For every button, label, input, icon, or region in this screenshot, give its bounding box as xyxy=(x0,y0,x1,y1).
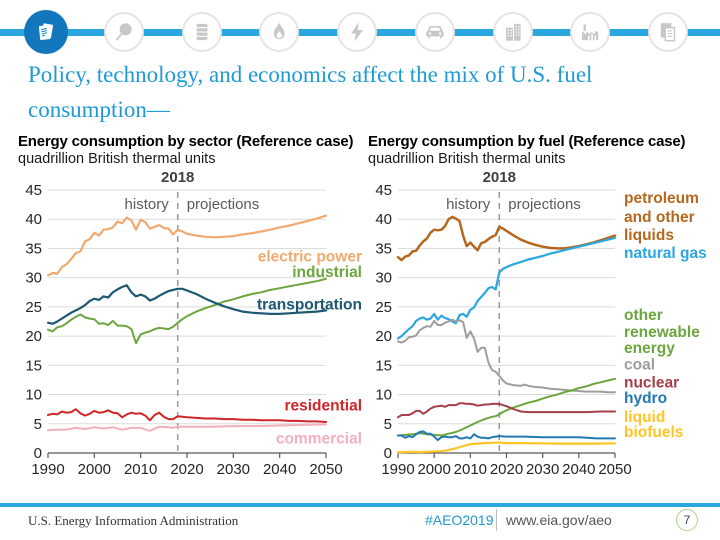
svg-text:35: 35 xyxy=(25,240,42,258)
svg-text:2030: 2030 xyxy=(525,461,560,478)
footer-separator xyxy=(496,509,497,531)
footer-url[interactable]: www.eia.gov/aeo xyxy=(506,512,612,528)
svg-text:5: 5 xyxy=(383,415,392,433)
fuel-chart-title: Energy consumption by fuel (Reference case) xyxy=(368,133,686,150)
svg-text:2050: 2050 xyxy=(598,461,632,478)
electricity-bolt-icon xyxy=(344,19,370,45)
svg-text:45: 45 xyxy=(25,182,42,199)
svg-text:history: history xyxy=(124,196,169,213)
series-label-residential: residential xyxy=(284,397,362,415)
footer-org: U.S. Energy Information Administration xyxy=(28,513,239,528)
svg-text:2010: 2010 xyxy=(123,461,158,478)
series-line-coal xyxy=(398,320,615,393)
svg-text:45: 45 xyxy=(375,182,392,199)
gas-flame-icon xyxy=(266,19,292,45)
fuel-chart-panel xyxy=(368,133,720,486)
nav-item-eia-reports[interactable] xyxy=(24,10,68,54)
svg-text:1990: 1990 xyxy=(381,461,415,478)
page-number-badge: 7 xyxy=(676,509,698,531)
sector-chart-svg xyxy=(18,168,364,486)
nav-item-oil-barrel[interactable] xyxy=(182,12,222,52)
svg-text:0: 0 xyxy=(383,445,392,462)
series-label-nuclear: nuclear xyxy=(624,374,680,392)
footer-hashtag: #AEO2019 xyxy=(425,512,494,528)
sector-chart-title: Energy consumption by sector (Reference case) xyxy=(18,133,354,150)
nav-item-electricity-bolt[interactable] xyxy=(337,12,377,52)
svg-text:40: 40 xyxy=(375,211,392,229)
svg-text:2010: 2010 xyxy=(453,461,488,478)
svg-text:projections: projections xyxy=(508,196,581,213)
series-label-petroleum-and-other-liquids: liquids xyxy=(624,227,674,245)
fuel-chart-svg xyxy=(368,168,720,486)
svg-text:2050: 2050 xyxy=(309,461,343,478)
series-label-liquid-biofuels: liquid xyxy=(624,408,666,426)
car-icon xyxy=(422,19,448,45)
series-label-liquid-biofuels: biofuels xyxy=(624,423,684,441)
series-line-natural-gas xyxy=(398,238,615,339)
svg-text:40: 40 xyxy=(25,211,42,229)
svg-text:10: 10 xyxy=(375,386,392,404)
svg-text:2018: 2018 xyxy=(161,169,195,186)
series-label-petroleum-and-other-liquids: and other xyxy=(624,208,695,226)
series-label-other-renewable-energy: energy xyxy=(624,339,675,357)
series-label-electric-power: electric power xyxy=(257,248,362,266)
series-label-hydro: hydro xyxy=(624,390,668,408)
eia-reports-icon xyxy=(33,19,59,45)
svg-text:2040: 2040 xyxy=(262,461,297,478)
svg-text:30: 30 xyxy=(25,269,42,287)
sector-chart-panel xyxy=(18,133,364,486)
svg-text:2030: 2030 xyxy=(216,461,251,478)
slide-title: Policy, technology, and economics affect the mix of U.S. fuel consumption— xyxy=(28,62,593,122)
svg-text:20: 20 xyxy=(25,328,42,346)
svg-text:history: history xyxy=(446,196,491,213)
documents-icon xyxy=(655,19,681,45)
svg-text:2000: 2000 xyxy=(417,461,451,478)
nav-item-car[interactable] xyxy=(415,12,455,52)
svg-text:2000: 2000 xyxy=(77,461,112,478)
svg-text:5: 5 xyxy=(33,415,42,433)
svg-text:projections: projections xyxy=(186,196,260,213)
svg-text:25: 25 xyxy=(375,298,392,316)
series-label-industrial: industrial xyxy=(292,263,362,281)
fuel-chart-subtitle: quadrillion British thermal units xyxy=(368,151,566,167)
svg-text:15: 15 xyxy=(375,357,392,375)
nav-item-search-chart[interactable] xyxy=(104,12,144,52)
svg-text:0: 0 xyxy=(33,445,42,462)
series-label-transportation: transportation xyxy=(256,296,362,314)
nav-item-gas-flame[interactable] xyxy=(259,12,299,52)
sector-chart-subtitle: quadrillion British thermal units xyxy=(18,151,216,167)
svg-text:2020: 2020 xyxy=(489,461,524,478)
svg-text:2020: 2020 xyxy=(170,461,204,478)
oil-barrel-icon xyxy=(189,19,215,45)
series-label-other-renewable-energy: other xyxy=(624,307,663,325)
series-line-petroleum-and-other-liquids xyxy=(398,217,615,260)
series-label-natural-gas: natural gas xyxy=(624,245,707,263)
svg-text:20: 20 xyxy=(375,328,392,346)
series-line-hydro xyxy=(398,431,615,440)
svg-text:25: 25 xyxy=(25,298,42,316)
factory-icon xyxy=(577,19,603,45)
svg-text:35: 35 xyxy=(375,240,392,258)
svg-text:30: 30 xyxy=(375,269,392,287)
nav-item-factory[interactable] xyxy=(570,12,610,52)
svg-text:1990: 1990 xyxy=(31,461,65,478)
nav-item-documents[interactable] xyxy=(648,12,688,52)
series-label-petroleum-and-other-liquids: petroleum xyxy=(624,190,699,208)
svg-text:2018: 2018 xyxy=(482,169,516,186)
svg-text:10: 10 xyxy=(25,386,42,404)
series-label-other-renewable-energy: renewable xyxy=(624,324,700,342)
series-label-coal: coal xyxy=(624,356,656,374)
footer-accent-line xyxy=(0,503,720,507)
svg-text:15: 15 xyxy=(25,357,42,375)
svg-text:2040: 2040 xyxy=(562,461,596,478)
buildings-icon xyxy=(500,19,526,45)
nav-item-buildings[interactable] xyxy=(493,12,533,52)
series-line-electric-power xyxy=(48,216,326,276)
series-line-liquid-biofuels xyxy=(398,443,615,453)
search-chart-icon xyxy=(111,19,137,45)
series-label-commercial: commercial xyxy=(275,430,362,448)
